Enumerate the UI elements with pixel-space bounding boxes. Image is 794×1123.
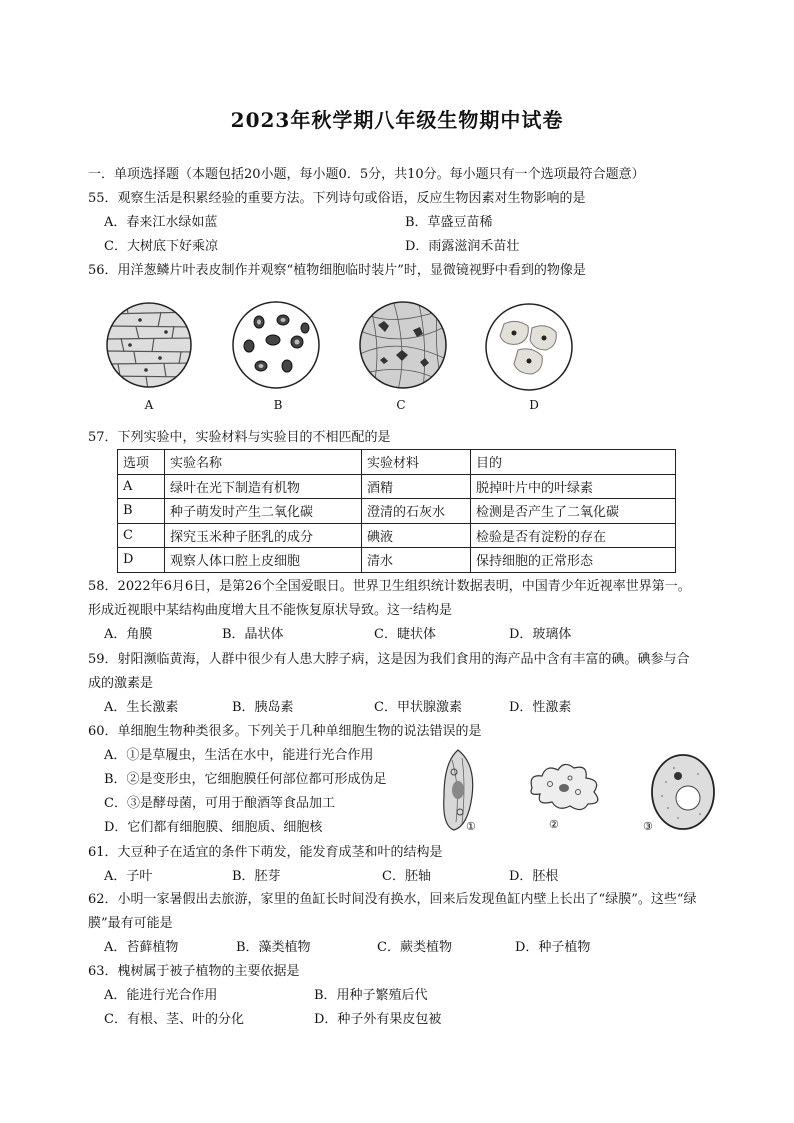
q58-option-c: C．睫状体 <box>374 627 436 642</box>
q55-stem: 55．观察生活是积累经验的重要方法。下列诗句或俗语，反应生物因素对生物影响的是 <box>88 191 586 206</box>
q61-option-b: B．胚芽 <box>232 869 281 884</box>
q59-option-b: B．胰岛素 <box>232 700 294 715</box>
table-header-cell: 目的 <box>471 450 676 475</box>
q59-option-a: A．生长激素 <box>104 700 179 715</box>
q59-stem-line1: 59．射阳濒临黄海，人群中很少有人患大脖子病，这是因为我们食用的海产品中含有丰富的碘。碘参与合 <box>88 652 690 667</box>
q59-option-c: C．甲状腺激素 <box>374 700 462 715</box>
table-cell: C <box>118 523 165 548</box>
q62-stem-line2: 膜”最有可能是 <box>88 916 173 931</box>
q60-option-b: B．②是变形虫，它细胞膜任何部位都可形成伪足 <box>104 772 387 787</box>
figure-c-tissue-cells <box>358 300 448 390</box>
q60-stem: 60．单细胞生物种类很多。下列关于几种单细胞生物的说法错误的是 <box>88 724 482 739</box>
q63-option-d: D．种子外有果皮包被 <box>314 1012 442 1027</box>
q59-option-d: D．性激素 <box>509 700 572 715</box>
figure-amoeba <box>522 758 608 816</box>
q60-option-a: A．①是草履虫，生活在水中，能进行光合作用 <box>104 748 374 763</box>
q61-option-c: C．胚轴 <box>382 869 431 884</box>
q57-stem: 57．下列实验中，实验材料与实验目的不相匹配的是 <box>88 430 391 445</box>
table-cell: 澄清的石灰水 <box>362 499 471 524</box>
table-cell: 种子萌发时产生二氧化碳 <box>165 499 362 524</box>
table-row <box>118 523 676 548</box>
q62-option-a: A．苔藓植物 <box>104 940 179 955</box>
figure-b-label: B <box>273 398 283 412</box>
q63-option-a: A．能进行光合作用 <box>104 988 218 1003</box>
table-row <box>118 499 676 524</box>
table-row <box>118 548 676 573</box>
q58-option-b: B．晶状体 <box>222 627 284 642</box>
table-cell: 脱掉叶片中的叶绿素 <box>471 474 676 499</box>
q55-option-b: B．草盛豆苗稀 <box>405 215 493 230</box>
table-header-cell: 实验名称 <box>165 450 362 475</box>
q58-option-d: D．玻璃体 <box>509 627 572 642</box>
figure-mark-1: ① <box>466 820 476 833</box>
q59-stem-line2: 成的激素是 <box>88 676 154 691</box>
figure-yeast <box>648 752 718 832</box>
q60-option-c: C．③是酵母菌，可用于酿酒等食品加工 <box>104 796 335 811</box>
q63-option-c: C．有根、茎、叶的分化 <box>104 1012 244 1027</box>
figure-paramecium <box>432 746 484 836</box>
q55-option-d: D．雨露滋润禾苗壮 <box>405 239 520 254</box>
q57-table <box>117 449 676 573</box>
q63-option-b: B．用种子繁殖后代 <box>314 988 428 1003</box>
table-cell: 绿叶在光下制造有机物 <box>165 474 362 499</box>
q62-stem-line1: 62．小明一家暑假出去旅游，家里的鱼缸长时间没有换水，回来后发现鱼缸内壁上长出了“绿膜”。这些“绿 <box>88 892 697 907</box>
q58-stem-line2: 形成近视眼中某结构曲度增大且不能恢复原状导致。这一结构是 <box>88 603 453 618</box>
table-cell: 检测是否产生了二氧化碳 <box>471 499 676 524</box>
table-header-row <box>118 450 676 475</box>
figure-d-label: D <box>529 398 539 412</box>
table-row <box>118 474 676 499</box>
figure-c-label: C <box>396 398 406 412</box>
q61-option-d: D．胚根 <box>509 869 559 884</box>
q58-stem-line1: 58．2022年6月6日，是第26个全国爱眼日。世界卫生组织统计数据表明，中国青少年近视率世界第一。 <box>88 579 691 594</box>
table-cell: 检验是否有淀粉的存在 <box>471 523 676 548</box>
table-cell: 探究玉米种子胚乳的成分 <box>165 523 362 548</box>
table-cell: 观察人体口腔上皮细胞 <box>165 548 362 573</box>
table-cell: B <box>118 499 165 524</box>
table-header-cell: 选项 <box>118 450 165 475</box>
page-title: 2023年秋学期八年级生物期中试卷 <box>230 108 564 132</box>
figure-b-blood-cells <box>231 300 321 390</box>
figure-mark-2: ② <box>549 818 559 831</box>
q60-option-d: D．它们都有细胞膜、细胞质、细胞核 <box>104 820 323 835</box>
figure-a-onion-cells <box>106 300 192 390</box>
q61-stem: 61．大豆种子在适宜的条件下萌发，能发育成茎和叶的结构是 <box>88 845 443 860</box>
figure-mark-3: ③ <box>643 820 653 833</box>
q62-option-d: D．种子植物 <box>515 940 591 955</box>
table-cell: A <box>118 474 165 499</box>
table-cell: 酒精 <box>362 474 471 499</box>
table-cell: 清水 <box>362 548 471 573</box>
q62-option-b: B．藻类植物 <box>236 940 311 955</box>
q55-option-a: A．春来江水绿如蓝 <box>104 215 218 230</box>
table-cell: 碘液 <box>362 523 471 548</box>
table-cell: D <box>118 548 165 573</box>
figure-d-cheek-cells <box>484 302 574 392</box>
q56-stem: 56．用洋葱鳞片叶表皮制作并观察“植物细胞临时装片”时，显微镜视野中看到的物像是 <box>88 263 586 278</box>
table-header-cell: 实验材料 <box>362 450 471 475</box>
q62-option-c: C．蕨类植物 <box>377 940 452 955</box>
q63-stem: 63．槐树属于被子植物的主要依据是 <box>88 964 300 979</box>
table-cell: 保持细胞的正常形态 <box>471 548 676 573</box>
section-heading: 一．单项选择题（本题包括20小题，每小题0．5分，共10分。每小题只有一个选项最符合题意） <box>88 167 645 182</box>
q55-option-c: C．大树底下好乘凉 <box>104 239 218 254</box>
figure-a-label: A <box>144 398 154 412</box>
q58-option-a: A．角膜 <box>104 627 153 642</box>
q61-option-a: A．子叶 <box>104 869 153 884</box>
